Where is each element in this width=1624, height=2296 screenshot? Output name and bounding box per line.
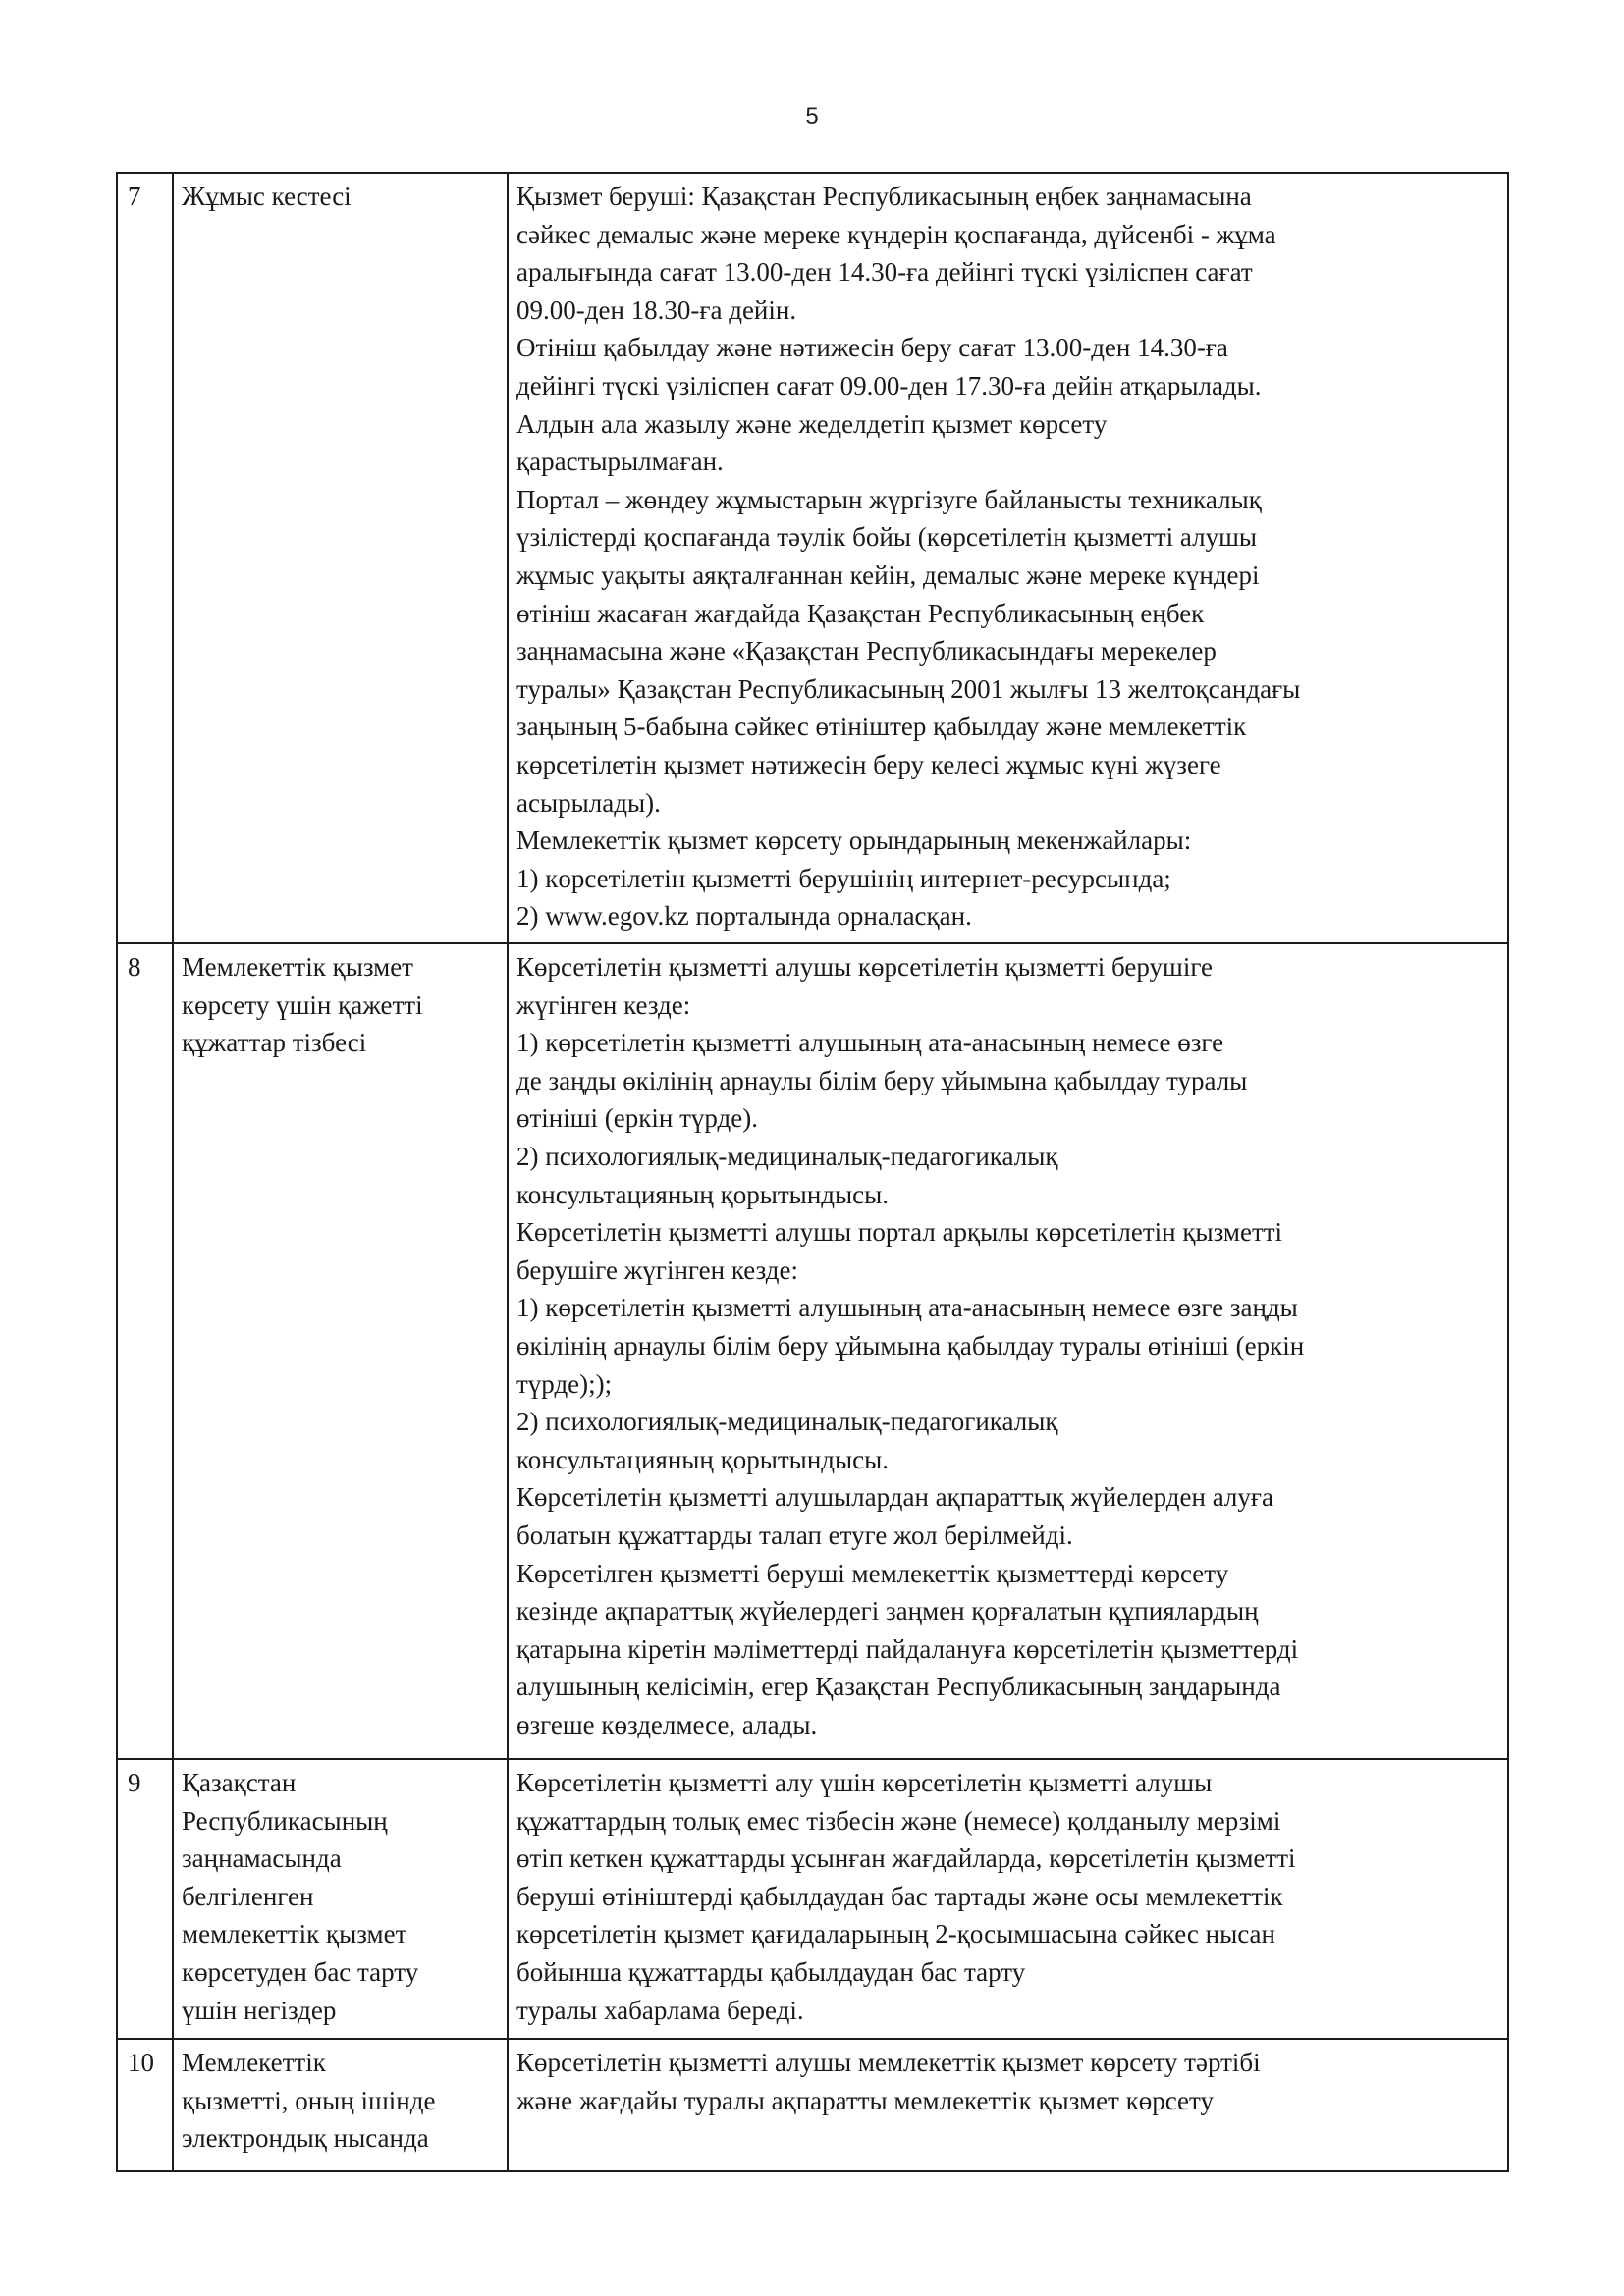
text-line: түрде);); xyxy=(516,1368,613,1399)
text-line: кезінде ақпараттық жүйелердегі заңмен қорғалатын құпиялардың xyxy=(516,1596,1259,1627)
text-line: туралы» Қазақстан Республикасының 2001 жылғы 13 желтоқсандағы xyxy=(516,673,1301,704)
text-line: өтініші (еркін түрде). xyxy=(516,1103,758,1134)
text-line: Көрсетілетін қызметті алушы портал арқылы көрсетілетін қызметті xyxy=(516,1217,1283,1248)
text-line: қызметті, оның ішінде xyxy=(182,2085,436,2115)
text-line: Көрсетілетін қызметті алу үшін көрсетілетін қызметті алушы xyxy=(516,1768,1213,1797)
row-title-cell xyxy=(173,1759,508,2039)
text-line: үшін негіздер xyxy=(182,1995,337,2025)
text-line: болатын құжаттарды талап етуге жол берілмейді. xyxy=(516,1520,1073,1550)
text-line: көрсету үшін қажетті xyxy=(182,989,423,1020)
text-line: өзгеше көзделмесе, алады. xyxy=(516,1709,818,1739)
text-line: құжаттардың толық емес тізбесін және (немесе) қолданылу мерзімі xyxy=(516,1805,1281,1836)
text-line: қарастырылмаған. xyxy=(516,447,724,477)
text-line: де заңды өкілінің арнаулы білім беру ұйымына қабылдау туралы xyxy=(516,1065,1248,1095)
text-line: және жағдайы туралы ақпаратты мемлекеттік қызмет көрсету xyxy=(516,2085,1214,2115)
text-line: жұмыс уақыты аяқталғаннан кейін, демалыс және мереке күндері xyxy=(516,560,1260,590)
row-title-cell xyxy=(173,173,508,943)
row-description-cell xyxy=(508,943,1508,1759)
text-line: 1) көрсетілетін қызметті берушінің интернет-ресурсында; xyxy=(516,863,1171,893)
row-number-cell: 9 xyxy=(117,1759,173,2039)
text-line: Мемлекеттік xyxy=(182,2048,326,2077)
text-line: 2) www.egov.kz порталында орналасқан. xyxy=(516,901,972,932)
text-line: өтіп кеткен құжаттарды ұсынған жағдайларда, көрсетілетін қызметті xyxy=(516,1843,1296,1874)
row-title-cell xyxy=(173,943,508,1759)
text-line: заңнамасында xyxy=(182,1843,342,1874)
text-line: мемлекеттік қызмет xyxy=(182,1919,407,1949)
table-row xyxy=(117,173,1508,943)
table-row xyxy=(117,1759,1508,2039)
text-line: Көрсетілген қызметті беруші мемлекеттік қызметтерді көрсету xyxy=(516,1558,1229,1588)
text-line: Көрсетілетін қызметті алушылардан ақпараттық жүйелерден алуға xyxy=(516,1482,1273,1513)
text-line: Мемлекеттік қызмет xyxy=(182,952,413,982)
row-description-cell xyxy=(508,173,1508,943)
text-line: Қазақстан xyxy=(182,1768,297,1797)
text-line: Қызмет беруші: Қазақстан Республикасының еңбек заңнамасына xyxy=(516,182,1252,211)
text-line: Көрсетілетін қызметті алушы көрсетілетін қызметті берушіге xyxy=(516,952,1214,982)
text-line: Алдын ала жазылу және жеделдетіп қызмет көрсету xyxy=(516,408,1108,439)
text-line: 09.00-ден 18.30-ға дейін. xyxy=(516,294,797,325)
text-line: сәйкес демалыс және мереке күндерін қоспағанда, дүйсенбі - жұма xyxy=(516,219,1276,249)
text-line: өкілінің арнаулы білім беру ұйымына қабылдау туралы өтініші (еркін xyxy=(516,1330,1305,1361)
text-line: аралығында сағат 13.00-ден 14.30-ға дейінгі түскі үзіліспен сағат xyxy=(516,257,1253,288)
text-line: 1) көрсетілетін қызметті алушының ата-анасының немесе өзге xyxy=(516,1028,1224,1058)
text-line: 1) көрсетілетін қызметті алушының ата-анасының немесе өзге заңды xyxy=(516,1293,1298,1323)
text-line: консультацияның қорытындысы. xyxy=(516,1444,890,1474)
text-line: асырылады). xyxy=(516,787,661,818)
service-standard-table xyxy=(116,172,1509,2172)
text-line: көрсетуден бас тарту xyxy=(182,1956,419,1987)
text-line: бойынша құжаттарды қабылдаудан бас тарту xyxy=(516,1956,1026,1987)
text-line: көрсетілетін қызмет қағидаларының 2-қосымшасына сәйкес нысан xyxy=(516,1919,1275,1949)
text-line: қатарына кіретін мәліметтерді пайдалануға көрсетілетін қызметтерді xyxy=(516,1633,1299,1664)
text-line: заңнамасына және «Қазақстан Республикасындағы мерекелер xyxy=(516,636,1217,667)
text-line: белгіленген xyxy=(182,1881,314,1911)
text-line: Портал – жөндеу жұмыстарын жүргізуге байланысты техникалық xyxy=(516,484,1262,514)
text-line: дейінгі түскі үзіліспен сағат 09.00-ден 17.30-ға дейін атқарылады. xyxy=(516,370,1262,400)
text-line: жүгінген кезде: xyxy=(516,989,691,1020)
row-description-cell xyxy=(508,1759,1508,2039)
text-line: 2) психологиялық-медициналық-педагогикалық xyxy=(516,1141,1058,1171)
text-line: консультацияның қорытындысы. xyxy=(516,1179,890,1209)
table-row xyxy=(117,2039,1508,2171)
text-line: өтініш жасаған жағдайда Қазақстан Республикасының еңбек xyxy=(516,598,1205,628)
text-line: туралы хабарлама береді. xyxy=(516,1995,804,2025)
text-line: Республикасының xyxy=(182,1805,388,1836)
text-line: Көрсетілетін қызметті алушы мемлекеттік қызмет көрсету тәртібі xyxy=(516,2048,1261,2077)
text-line: Жұмыс кестесі xyxy=(182,182,352,211)
text-line: Мемлекеттік қызмет көрсету орындарының мекенжайлары: xyxy=(516,826,1192,856)
row-number-cell: 7 xyxy=(117,173,173,943)
text-line: көрсетілетін қызмет нәтижесін беру келесі жұмыс күні жүзеге xyxy=(516,749,1221,779)
page-number: 5 xyxy=(805,103,819,130)
text-line: заңының 5-бабына сәйкес өтініштер қабылдау және мемлекеттік xyxy=(516,712,1247,742)
text-line: алушының келісімін, егер Қазақстан Республикасының заңдарында xyxy=(516,1672,1281,1702)
table-row xyxy=(117,943,1508,1759)
text-line: берушіге жүгінген кезде: xyxy=(516,1255,798,1285)
text-line: Өтініш қабылдау және нәтижесін беру сағат 13.00-ден 14.30-ға xyxy=(516,333,1228,363)
text-line: электрондық нысанда xyxy=(182,2123,429,2154)
text-line: 2) психологиялық-медициналық-педагогикалық xyxy=(516,1407,1058,1437)
text-line: беруші өтініштерді қабылдаудан бас тартады және осы мемлекеттік xyxy=(516,1881,1283,1911)
row-title-cell xyxy=(173,2039,508,2171)
text-line: үзілістерді қоспағанда тәулік бойы (көрсетілетін қызметті алушы xyxy=(516,522,1257,553)
row-number-cell: 10 xyxy=(117,2039,173,2171)
row-description-cell xyxy=(508,2039,1508,2171)
row-number-cell: 8 xyxy=(117,943,173,1759)
text-line: құжаттар тізбесі xyxy=(182,1028,367,1058)
